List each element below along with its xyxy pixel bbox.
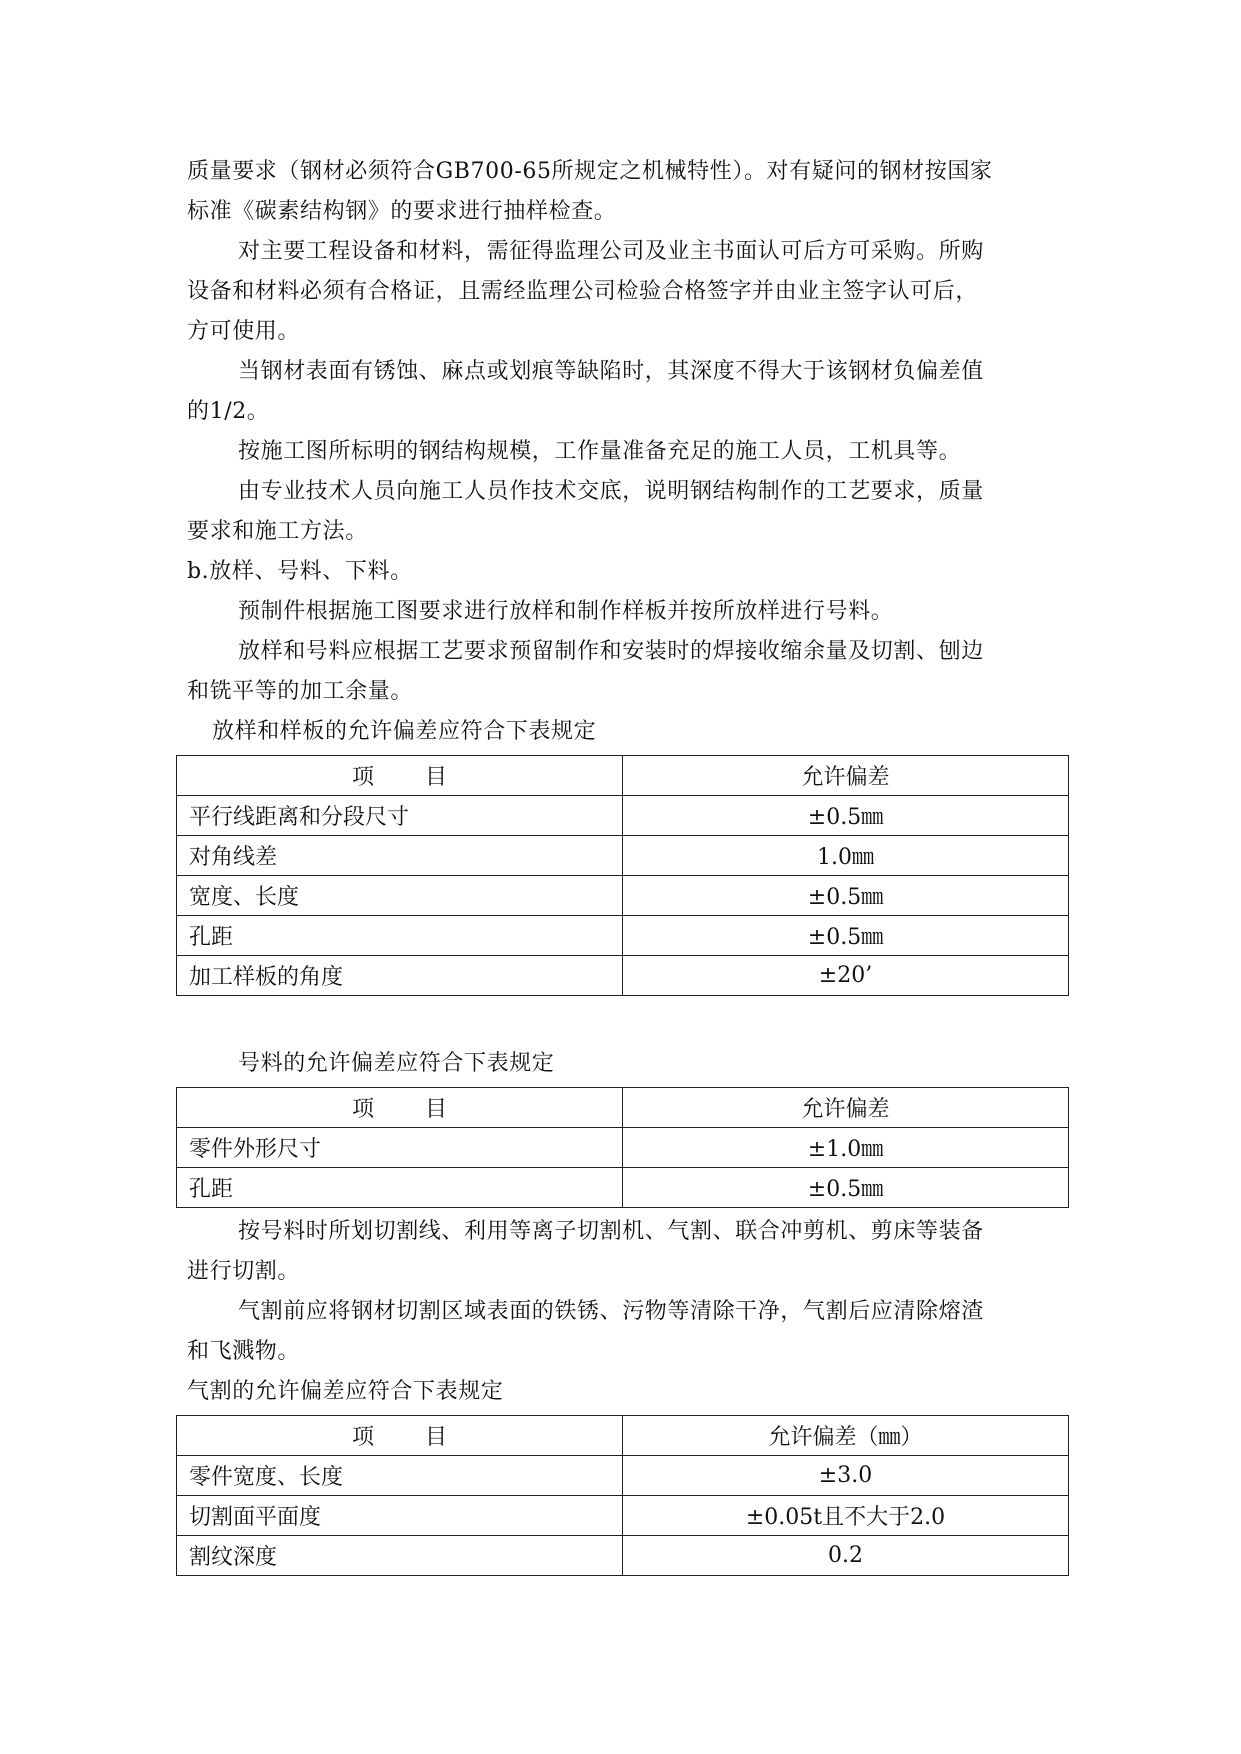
paragraph-line: 当钢材表面有锈蚀、麻点或划痕等缺陷时，其深度不得大于该钢材负偏差值: [238, 359, 984, 384]
table-caption: 号料的允许偏差应符合下表规定: [238, 1051, 555, 1076]
paragraph-line: 进行切割。: [187, 1259, 301, 1284]
table-row: [177, 916, 1069, 956]
cell-item: 零件外形尺寸: [177, 1128, 623, 1168]
table-caption: 气割的允许偏差应符合下表规定: [187, 1379, 504, 1404]
header-tolerance: 允许偏差（㎜）: [623, 1416, 1069, 1456]
table-header-row: [177, 1416, 1069, 1456]
header-item: 项 目: [177, 1416, 623, 1456]
table-row: [177, 796, 1069, 836]
cell-tolerance: ±0.05t且不大于2.0: [623, 1496, 1069, 1536]
header-item: 项 目: [177, 756, 623, 796]
section-heading: b.放样、号料、下料。: [187, 559, 413, 584]
cell-tolerance: 0.2: [623, 1536, 1069, 1576]
header-tolerance: 允许偏差: [623, 756, 1069, 796]
cell-item: 加工样板的角度: [177, 956, 623, 996]
table-row: [177, 876, 1069, 916]
table-row: [177, 956, 1069, 996]
cell-tolerance: ±0.5㎜: [623, 796, 1069, 836]
cell-item: 平行线距离和分段尺寸: [177, 796, 623, 836]
paragraph-line: 的1/2。: [187, 399, 270, 424]
paragraph-line: 放样和号料应根据工艺要求预留制作和安装时的焊接收缩余量及切割、刨边: [238, 639, 984, 664]
table-caption: 放样和样板的允许偏差应符合下表规定: [212, 719, 597, 744]
table-row: [177, 1456, 1069, 1496]
paragraph-line: 预制件根据施工图要求进行放样和制作样板并按所放样进行号料。: [238, 599, 894, 624]
table-row: [177, 1128, 1069, 1168]
paragraph-line: 质量要求（钢材必须符合GB700-65所规定之机械特性）。对有疑问的钢材按国家: [187, 159, 993, 184]
table-header-row: [177, 756, 1069, 796]
cell-tolerance: 1.0㎜: [623, 836, 1069, 876]
paragraph-line: 对主要工程设备和材料，需征得监理公司及业主书面认可后方可采购。所购: [238, 239, 984, 264]
table-row: [177, 1496, 1069, 1536]
table-header-row: [177, 1088, 1069, 1128]
cell-item: 宽度、长度: [177, 876, 623, 916]
paragraph-line: 由专业技术人员向施工人员作技术交底，说明钢结构制作的工艺要求，质量: [238, 479, 984, 504]
table-marking-tolerance: [176, 1087, 1069, 1208]
cell-item: 孔距: [177, 916, 623, 956]
paragraph-line: 按号料时所划切割线、利用等离子切割机、气割、联合冲剪机、剪床等装备: [238, 1219, 984, 1244]
table-row: [177, 1168, 1069, 1208]
cell-item: 切割面平面度: [177, 1496, 623, 1536]
header-tolerance: 允许偏差: [623, 1088, 1069, 1128]
table-gas-cutting-tolerance: [176, 1415, 1069, 1576]
header-item: 项 目: [177, 1088, 623, 1128]
table-layout-tolerance: [176, 755, 1069, 996]
cell-tolerance: ±0.5㎜: [623, 1168, 1069, 1208]
paragraph-line: 设备和材料必须有合格证，且需经监理公司检验合格签字并由业主签字认可后，: [187, 279, 979, 304]
cell-tolerance: ±1.0㎜: [623, 1128, 1069, 1168]
cell-item: 零件宽度、长度: [177, 1456, 623, 1496]
table-row: [177, 836, 1069, 876]
paragraph-line: 按施工图所标明的钢结构规模，工作量准备充足的施工人员，工机具等。: [238, 439, 962, 464]
cell-tolerance: ±0.5㎜: [623, 916, 1069, 956]
cell-tolerance: ±0.5㎜: [623, 876, 1069, 916]
cell-item: 割纹深度: [177, 1536, 623, 1576]
paragraph-line: 和铣平等的加工余量。: [187, 679, 414, 704]
paragraph-line: 和飞溅物。: [187, 1339, 301, 1364]
cell-item: 孔距: [177, 1168, 623, 1208]
cell-item: 对角线差: [177, 836, 623, 876]
paragraph-line: 要求和施工方法。: [187, 519, 368, 544]
paragraph-line: 气割前应将钢材切割区域表面的铁锈、污物等清除干净，气割后应清除熔渣: [238, 1299, 984, 1324]
table-row: [177, 1536, 1069, 1576]
cell-tolerance: ±3.0: [623, 1456, 1069, 1496]
paragraph-line: 方可使用。: [187, 319, 301, 344]
cell-tolerance: ±20’: [623, 956, 1069, 996]
paragraph-line: 标准《碳素结构钢》的要求进行抽样检查。: [187, 199, 617, 224]
